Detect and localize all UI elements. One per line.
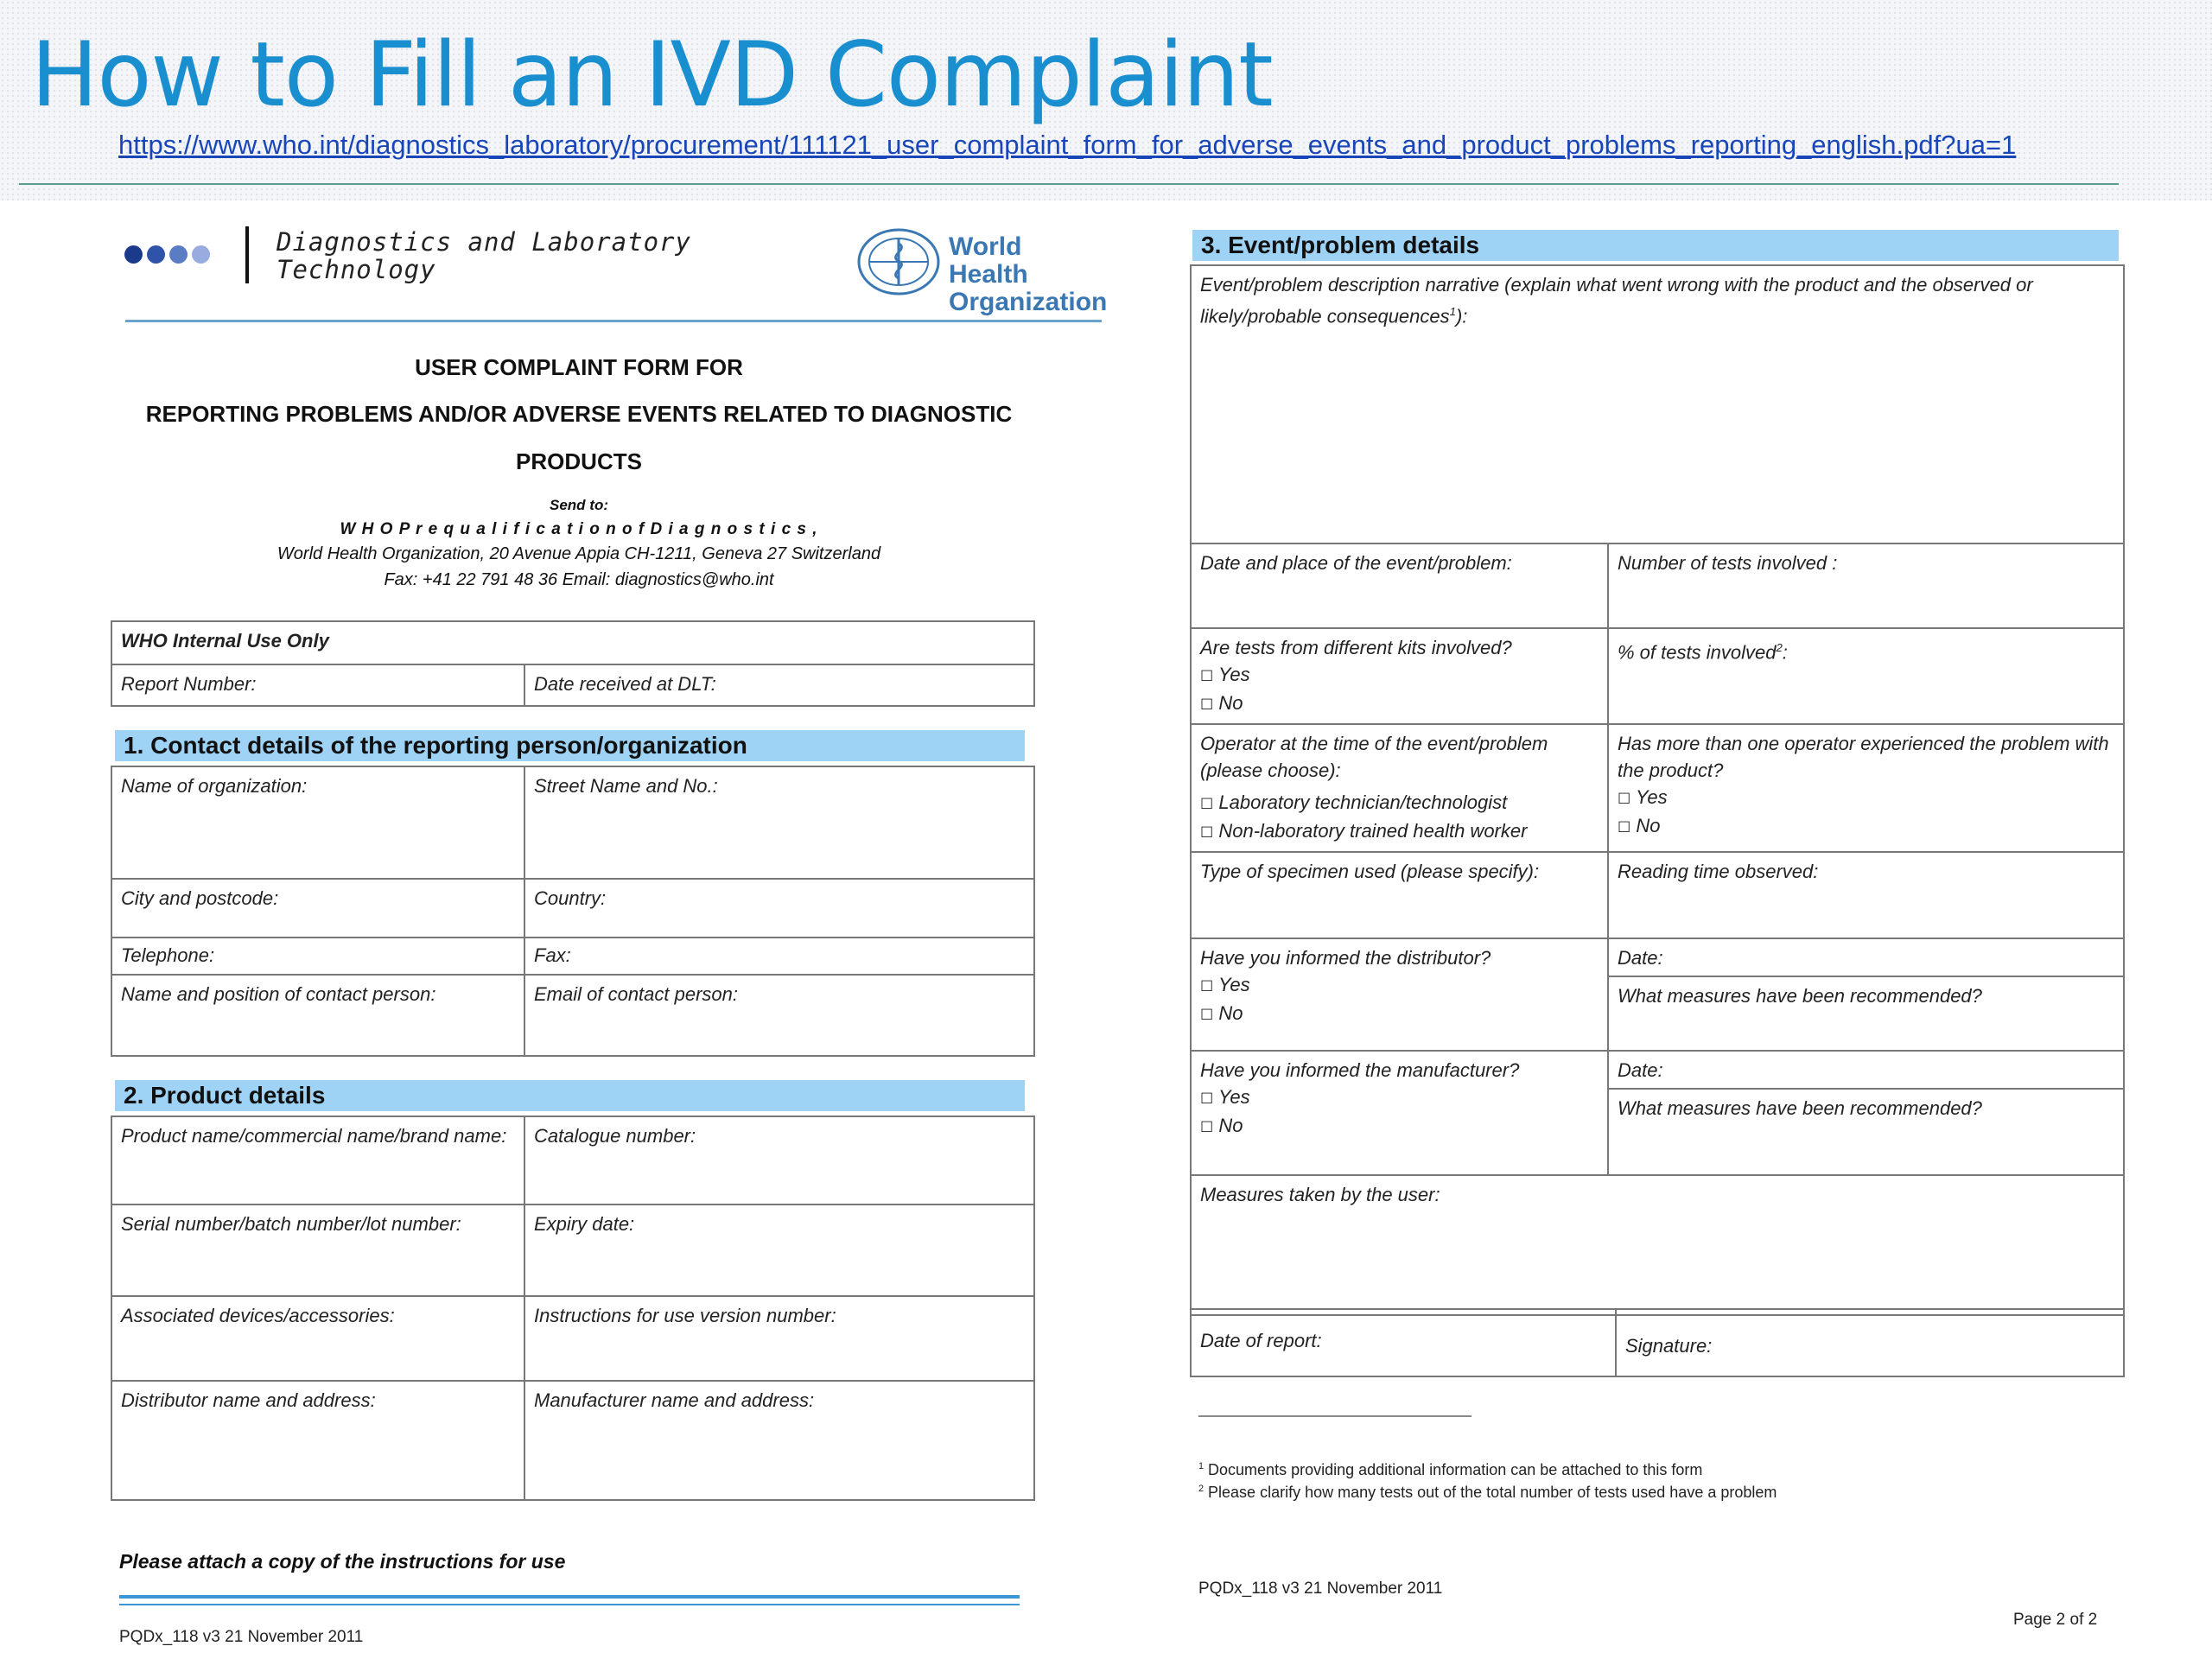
form-title-line2: REPORTING PROBLEMS AND/OR ADVERSE EVENTS RELATED TO DIAGNOSTIC [145, 401, 1013, 427]
dlt-logo-dots-icon [124, 245, 214, 268]
dlt-logo-text: Diagnostics and Laboratory Technology [276, 227, 691, 284]
footer-rule-thick [119, 1595, 1020, 1599]
operator-question: Operator at the time of the event/problem (please choose): ☐ Laboratory technician/technologist ☐ Non-laboratory trained health worker [1191, 724, 1608, 852]
distributor-no-option[interactable]: ☐ No [1200, 1002, 1243, 1024]
checkbox-icon: ☐ [1200, 824, 1214, 841]
checkbox-icon: ☐ [1200, 1090, 1214, 1107]
user-measures-field[interactable]: Measures taken by the user: [1191, 1175, 2124, 1315]
who-logo-text: World Health Organization [949, 232, 1108, 316]
internal-use-table [111, 620, 1035, 707]
operator-lab-option[interactable]: ☐ Laboratory technician/technologist [1200, 791, 1508, 813]
distributor-yes-option[interactable]: ☐ Yes [1200, 974, 1250, 995]
ifu-version-field[interactable]: Instructions for use version number: [524, 1296, 1034, 1381]
logo-divider [245, 226, 249, 283]
footnote-2: $^2$ Please clarify how many tests out of the total number of tests used have a problem [1198, 1484, 1777, 1501]
specimen-type-field[interactable]: Type of specimen used (please specify): [1191, 852, 1608, 938]
serial-number-field[interactable]: Serial number/batch number/lot number: [111, 1205, 524, 1296]
section3-heading: 3. Event/problem details [1192, 230, 2119, 261]
section1-heading: 1. Contact details of the reporting person/organization [115, 730, 1025, 761]
manufacturer-followup [1608, 1051, 2124, 1175]
send-to-address: World Health Organization, 20 Avenue Appia CH-1211, Geneva 27 Switzerland [276, 544, 881, 563]
form-page-2 [1171, 200, 2147, 1659]
fax-field[interactable]: Fax: [524, 938, 1034, 975]
manufacturer-measures-field[interactable]: What measures have been recommended? [1618, 1097, 1982, 1119]
checkbox-icon: ☐ [1618, 791, 1631, 807]
slide-title: How to Fill an IVD Complaint [31, 23, 1273, 127]
reading-time-field[interactable]: Reading time observed: [1608, 852, 2124, 938]
telephone-field[interactable]: Telephone: [111, 938, 524, 975]
multi-operator-no-option[interactable]: ☐ No [1618, 815, 1661, 836]
multi-operator-question: Has more than one operator experienced the problem with the product? ☐ Yes ☐ No [1608, 724, 2124, 852]
internal-use-heading: WHO Internal Use Only [111, 621, 1034, 664]
manufacturer-field[interactable]: Manufacturer name and address: [524, 1381, 1034, 1500]
footnote-1: $^1$ Documents providing additional information can be attached to this form [1198, 1461, 1703, 1478]
checkbox-icon: ☐ [1200, 696, 1214, 713]
kits-yes-option[interactable]: ☐ Yes [1200, 664, 1250, 685]
send-to-contact: Fax: +41 22 791 48 36 Email: diagnostics@who.int [384, 570, 774, 589]
associated-devices-field[interactable]: Associated devices/accessories: [111, 1296, 524, 1381]
checkbox-icon: ☐ [1200, 796, 1214, 812]
distributor-field[interactable]: Distributor name and address: [111, 1381, 524, 1500]
logo-underline [125, 320, 1102, 322]
checkbox-icon: ☐ [1618, 819, 1631, 836]
header-divider [19, 183, 2119, 185]
date-of-report-field[interactable]: Date of report: [1191, 1309, 1616, 1376]
operator-nonlab-option[interactable]: ☐ Non-laboratory trained health worker [1200, 820, 1528, 842]
different-kits-question: Are tests from different kits involved? ☐ Yes ☐ No [1191, 628, 1608, 724]
city-field[interactable]: City and postcode: [111, 879, 524, 938]
form-title-line3: PRODUCTS [516, 448, 642, 474]
checkbox-icon: ☐ [1200, 1119, 1214, 1135]
checkbox-icon: ☐ [1200, 1007, 1214, 1023]
contact-name-field[interactable]: Name and position of contact person: [111, 975, 524, 1056]
checkbox-icon: ☐ [1200, 978, 1214, 995]
kits-no-option[interactable]: ☐ No [1200, 692, 1243, 714]
distributor-measures-field[interactable]: What measures have been recommended? [1618, 985, 1982, 1007]
product-details-table [111, 1116, 1035, 1501]
event-narrative-field[interactable]: Event/problem description narrative (explain what went wrong with the product and the observed or likely/probable consequences$^1$): [1191, 265, 2124, 543]
manufacturer-date-field[interactable]: Date: [1609, 1052, 2123, 1090]
footnote-separator [1198, 1415, 1471, 1417]
pct-tests-field[interactable]: % of tests involved$^2$: [1608, 628, 2124, 724]
page-number: Page 2 of 2 [2013, 1611, 2098, 1629]
expiry-date-field[interactable]: Expiry date: [524, 1205, 1034, 1296]
contact-email-field[interactable]: Email of contact person: [524, 975, 1034, 1056]
manufacturer-yes-option[interactable]: ☐ Yes [1200, 1086, 1250, 1108]
manufacturer-no-option[interactable]: ☐ No [1200, 1115, 1243, 1136]
catalogue-number-field[interactable]: Catalogue number: [524, 1116, 1034, 1205]
send-to-label: Send to: [550, 497, 608, 513]
informed-distributor-question: Have you informed the distributor? ☐ Yes ☐ No [1191, 938, 1608, 1051]
footer-rule-thin [119, 1604, 1020, 1605]
date-received-field[interactable]: Date received at DLT: [524, 664, 1034, 706]
multi-operator-yes-option[interactable]: ☐ Yes [1618, 786, 1668, 808]
form-page-1 [86, 200, 1108, 1659]
checkbox-icon: ☐ [1200, 668, 1214, 684]
form-title-line1: USER COMPLAINT FORM FOR [415, 354, 743, 380]
who-emblem-icon [855, 226, 942, 297]
distributor-followup [1608, 938, 2124, 1051]
date-place-field[interactable]: Date and place of the event/problem: [1191, 543, 1608, 628]
street-field[interactable]: Street Name and No.: [524, 766, 1034, 879]
send-to-org: W H O P r e q u a l i f i c a t i o n o f D i a g n o s t i c s , [340, 520, 818, 538]
informed-manufacturer-question: Have you informed the manufacturer? ☐ Yes ☐ No [1191, 1051, 1608, 1175]
form-url-link[interactable]: https://www.who.int/diagnostics_laboratory/procurement/111121_user_complaint_form_for_adverse_events_and_product_problems_reporting_english.pdf?ua=1 [118, 130, 2017, 160]
page1-footer: PQDx_118 v3 21 November 2011 [119, 1628, 364, 1646]
page2-footer: PQDx_118 v3 21 November 2011 [1198, 1580, 1443, 1598]
product-name-field[interactable]: Product name/commercial name/brand name: [111, 1116, 524, 1205]
attach-instructions-note: Please attach a copy of the instructions for use [119, 1550, 566, 1573]
signature-field[interactable]: Signature: [1616, 1309, 2124, 1376]
country-field[interactable]: Country: [524, 879, 1034, 938]
event-details-table [1190, 264, 2125, 1316]
org-name-field[interactable]: Name of organization: [111, 766, 524, 879]
contact-details-table [111, 766, 1035, 1057]
num-tests-field[interactable]: Number of tests involved : [1608, 543, 2124, 628]
distributor-date-field[interactable]: Date: [1609, 939, 2123, 977]
section2-heading: 2. Product details [115, 1080, 1025, 1111]
report-signoff-table [1190, 1308, 2125, 1377]
report-number-field[interactable]: Report Number: [111, 664, 524, 706]
